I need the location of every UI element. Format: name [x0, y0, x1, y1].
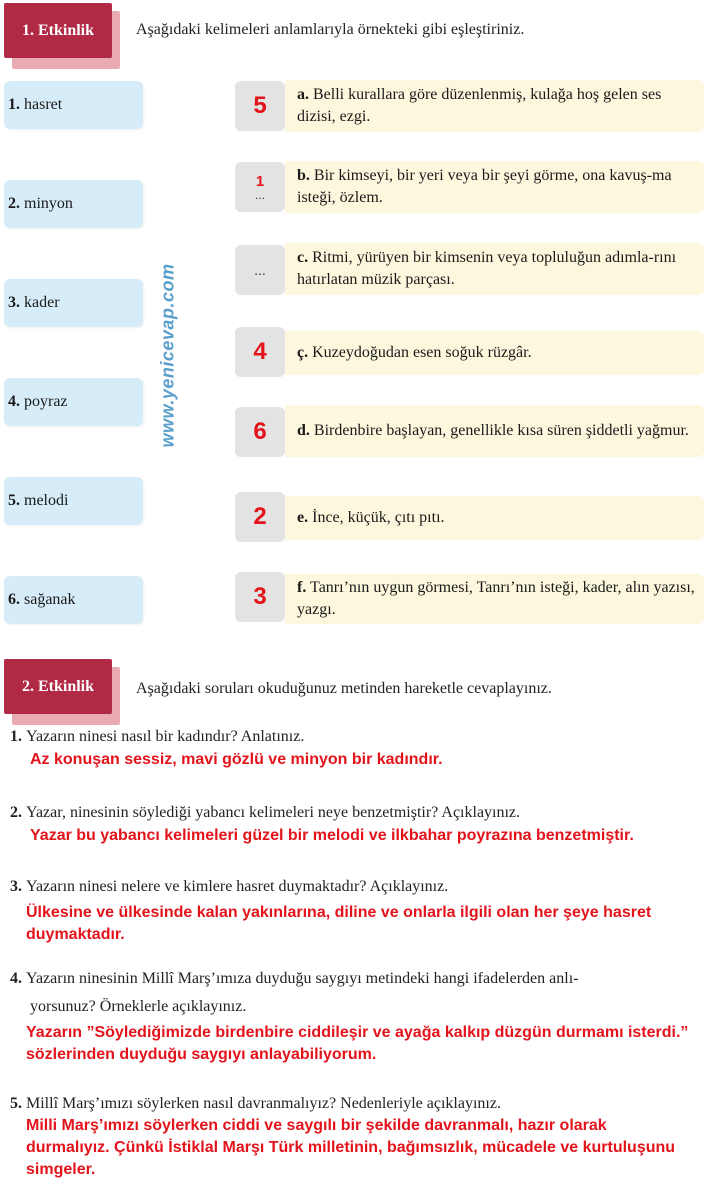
answer-1: Az konuşan sessiz, mavi gözlü ve minyon bir kadındır.: [30, 751, 443, 768]
answer-box-a[interactable]: 5: [235, 81, 285, 131]
question-4-line-2: yorsunuz? Örneklerle açıklayınız.: [30, 998, 247, 1015]
answer-2: Yazar bu yabancı kelimeleri güzel bir melodi ve ilkbahar poyrazına benzetmiştir.: [30, 827, 634, 844]
definition-b: b. Bir kimseyi, bir yeri veya bir şeyi görme, ona kavuş-ma isteği, özlem.: [285, 161, 704, 213]
word-item: 4. poyraz: [4, 378, 143, 426]
answer-box-f[interactable]: 3: [235, 572, 285, 622]
answer-box-d[interactable]: 6: [235, 407, 285, 457]
question-3: 3. Yazarın ninesi nelere ve kimlere hasret duymaktadır? Açıklayınız.: [10, 878, 449, 895]
activity-2-tag: 2. Etkinlik: [4, 659, 112, 714]
definition-a: a. Belli kurallara göre düzenlenmiş, kulağa hoş gelen ses dizisi, ezgi.: [285, 80, 704, 132]
answer-box-cc[interactable]: 4: [235, 327, 285, 377]
question-4: 4. Yazarın ninesinin Millî Marş’ımıza duyduğu saygıyı metindeki hangi ifadelerden anlı-: [10, 970, 579, 987]
activity-1-instruction: Aşağıdaki kelimeleri anlamlarıyla örnekteki gibi eşleştiriniz.: [136, 21, 525, 38]
answer-box-b[interactable]: 1 ...: [235, 162, 285, 212]
question-2: 2. Yazar, ninesinin söylediği yabancı kelimeleri neye benzetmiştir? Açıklayınız.: [10, 804, 521, 821]
definition-e: e. İnce, küçük, çıtı pıtı.: [285, 496, 704, 540]
word-item: 3. kader: [4, 279, 143, 327]
answer-5: Milli Marş’ımızı söylerken ciddi ve saygılı bir şekilde davranmalı, hazır olarak durmalıyız. Çünkü İstiklal Marşı Türk milletinin, bağımsızlık, mücadele ve kurtuluşunu simgeler.: [26, 1117, 676, 1178]
definition-d: d. Birdenbire başlayan, genellikle kısa süren şiddetli yağmur.: [285, 405, 704, 457]
activity-1-tag: 1. Etkinlik: [4, 3, 112, 58]
answer-3: Ülkesine ve ülkesinde kalan yakınlarına, diline ve onlarla ilgili olan her şeye hasret duymaktadır.: [26, 904, 652, 943]
answer-box-e[interactable]: 2: [235, 492, 285, 542]
word-item: 1. hasret: [4, 81, 143, 129]
watermark: www.yenicevap.com: [157, 263, 178, 448]
word-item: 6. sağanak: [4, 576, 143, 624]
definition-f: f. Tanrı’nın uygun görmesi, Tanrı’nın isteği, kader, alın yazısı, yazgı.: [285, 574, 704, 624]
answer-4: Yazarın ”Söylediğimizde birdenbire ciddileşir ve ayağa kalkıp düzgün durmamı isterdi.” sözlerinden duyduğu saygıyı anlayabiliyorum.: [26, 1024, 689, 1063]
definition-cc: ç. Kuzeydoğudan esen soğuk rüzgâr.: [285, 331, 704, 375]
question-1: 1. Yazarın ninesi nasıl bir kadındır? Anlatınız.: [10, 728, 305, 745]
question-5: 5. Millî Marş’ımızı söylerken nasıl davranmalıyız? Nedenleriyle açıklayınız.: [10, 1095, 501, 1112]
definition-c: c. Ritmi, yürüyen bir kimsenin veya topluluğun adımla-rını hatırlatan müzik parçası.: [285, 243, 704, 295]
answer-box-c[interactable]: ...: [235, 245, 285, 295]
word-item: 2. minyon: [4, 180, 143, 228]
word-item: 5. melodi: [4, 477, 143, 525]
activity-2-instruction: Aşağıdaki soruları okuduğunuz metinden hareketle cevaplayınız.: [136, 680, 552, 697]
